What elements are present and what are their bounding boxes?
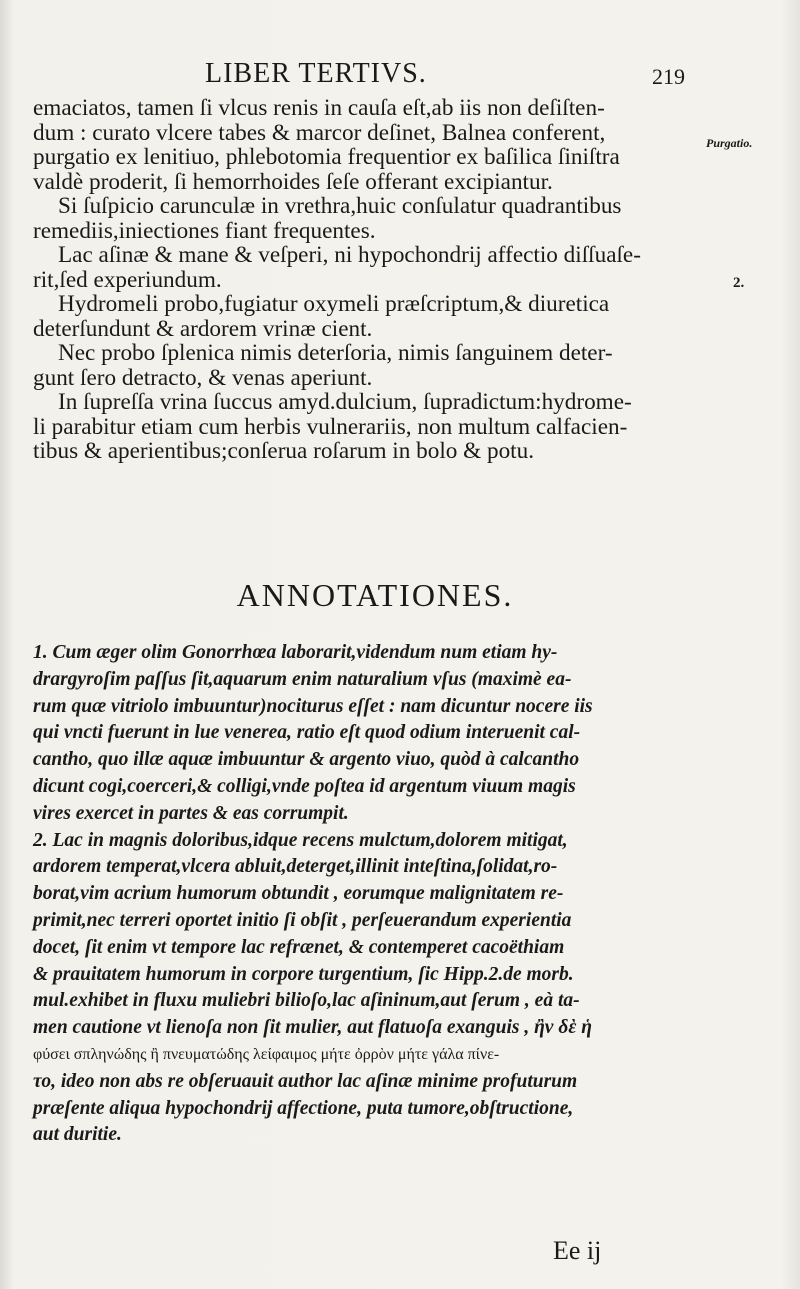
note-line: aut duritie. [33,1124,122,1146]
note-line: το, ideo non abs re obſeruauit author lac aſinæ minime profuturum [33,1070,578,1092]
note-line: vires exercet in partes & eas corrumpit. [33,802,349,824]
note-line: cantho, quo illæ aquæ imbuuntur & argento viuo, quòd à calcantho [33,749,580,771]
text-line: deterſundunt & ardorem vrinæ cient. [33,315,373,342]
text-line: purgatio ex lenitiuo, phlebotomia frequentior ex baſilica ſiniſtra [33,144,620,170]
margin-note-purgatio: Purgatio. [706,136,753,150]
text-line: li parabitur etiam cum herbis vulnerariis, non multum calfacien- [33,413,628,440]
text-line: remediis,iniectiones fiant frequentes. [33,217,376,244]
text-line: tibus & aperientibus;conſerua roſarum in bolo & potu. [33,438,535,464]
text-line: dum : curato vlcere tabes & marcor deſinet, Balnea conferent, [33,119,606,146]
text-line: Lac aſinæ & mane & veſperi, ni hypochondrij affectio diſſuaſe- [58,242,641,268]
signature-mark: Ee ij [553,1236,602,1265]
note-line: ardorem temperat,vlcera abluit,deterget,illinit inteſtina,ſolidat,ro- [33,856,558,878]
note-line: docet, ſit enim vt tempore lac refrænet, & contemperet cacoëthiam [33,936,565,958]
note-line: 2. Lac in magnis doloribus,idque recens mulctum,dolorem mitigat, [33,829,568,851]
text-line: Si ſuſpicio carunculæ in vrethra,huic conſulatur quadrantibus [58,193,622,219]
text-line: Hydromeli probo,fugiatur oxymeli præſcriptum,& diuretica [58,291,610,317]
text-line: Nec probo ſplenica nimis deterſoria, nimis ſanguinem deter- [58,340,613,366]
text-line: gunt ſero detracto, & venas aperiunt. [33,364,373,391]
note-line: dicunt cogi,coerceri,& colligi,vnde poſtea id argentum viuum magis [33,775,576,797]
note-line: men cautione vt lienoſa non ſit mulier, aut flatuoſa exanguis , ἢν δὲ ἡ [33,1017,592,1039]
note-line: mul.exhibet in fluxu muliebri bilioſo,lac aſininum,aut ſerum , eà ta- [33,990,580,1012]
note-line: rum quæ vitriolo imbuuntur)nociturus eſſet : nam dicuntur nocere iis [33,695,593,717]
page-header [0,58,800,98]
running-title: LIBER TERTIVS. [205,58,427,89]
main-text-block [33,96,705,464]
text-line: rit,ſed experiundum. [33,266,222,293]
section-title: ANNOTATIONES. [236,577,514,613]
greek-note-line: φύσει σπληνώδης ἢ πνευματώδης λείφαιμος μήτε ὀρρὸν μήτε γάλα πίνε- [33,1045,500,1063]
note-line: præſente aliqua hypochondrij affectione, puta tumore,obſtructione, [33,1097,574,1119]
text-line: In ſupreſſa vrina ſuccus amyd.dulcium, ſupradictum:hydrome- [58,389,632,415]
note-line: qui vncti fuerunt in lue venerea, ratio eſt quod odium interuenit cal- [33,722,581,744]
note-line: drargyroſim paſſus ſit,aquarum enim naturalium vſus (maximè ea- [33,668,572,690]
note-line: 1. Cum æger olim Gonorrhœa laborarit,videndum num etiam hy- [33,642,558,663]
margin-note-2: 2. [733,275,745,291]
annotations-block [33,640,713,1149]
text-line: emaciatos, tamen ſi vlcus renis in cauſa eſt,ab iis non deſiſten- [33,95,605,121]
note-line: & prauitatem humorum in corpore turgentium, ſic Hipp.2.de morb. [33,963,574,985]
text-line: valdè proderit, ſi hemorrhoides ſeſe offerant excipiantur. [33,168,553,195]
note-line: borat,vim acrium humorum obtundit , eorumque malignitatem re- [33,883,564,905]
page-number: 219 [652,64,685,89]
note-line: primit,nec terreri oportet initio ſi obſit , perſeuerandum experientia [33,909,572,931]
